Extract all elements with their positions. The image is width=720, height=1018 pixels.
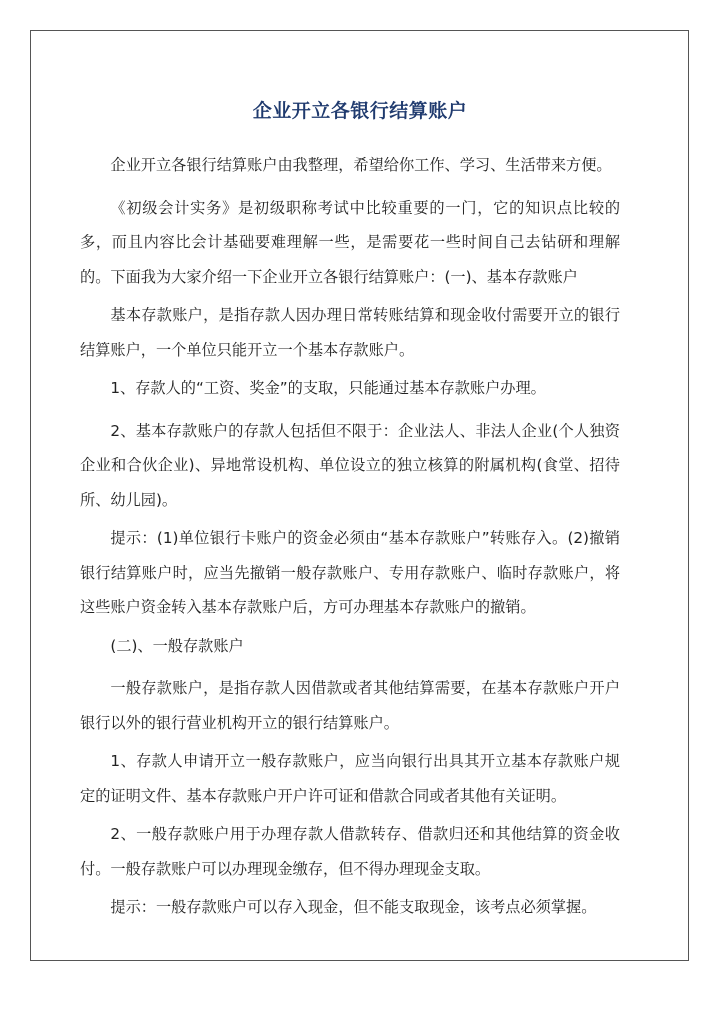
document-title: 企业开立各银行结算账户 [252, 100, 468, 122]
section-heading-general-account: (二)、一般存款账户 [110, 636, 244, 655]
paragraph-general-account-definition: 一般存款账户，是指存款人因借款或者其他结算需要，在基本存款账户开户银行以外的银行营业机构开立的银行结算账户。 [80, 679, 620, 732]
paragraph-basic-tip: 提示：(1)单位银行卡账户的资金必须由“基本存款账户”转账存入。(2)撤销银行结算账户时，应当先撤销一般存款账户、专用存款账户、临时存款账户，将这些账户资金转入基本存款账户后，方可办理基本存款账户的撤销。 [80, 529, 620, 616]
paragraph-overview: 《初级会计实务》是初级职称考试中比较重要的一门，它的知识点比较的多，而且内容比会计基础要难理解一些，是需要花一些时间自己去钻研和理解的。下面我为大家介绍一下企业开立各银行结算账户：(一)、基本存款账户 [80, 198, 620, 286]
paragraph-general-point-2: 2、一般存款账户用于办理存款人借款转存、借款归还和其他结算的资金收付。一般存款账户可以办理现金缴存，但不得办理现金支取。 [80, 825, 620, 878]
paragraph-general-tip: 提示：一般存款账户可以存入现金，但不能支取现金，该考点必须掌握。 [110, 898, 597, 916]
paragraph-basic-point-2: 2、基本存款账户的存款人包括但不限于：企业法人、非法人企业(个人独资企业和合伙企业)、异地常设机构、单位设立的独立核算的附属机构(食堂、招待所、幼儿园)。 [80, 421, 620, 509]
paragraph-general-point-1: 1、存款人申请开立一般存款账户，应当向银行出具其开立基本存款账户规定的证明文件、基本存款账户开户许可证和借款合同或者其他有关证明。 [80, 752, 620, 805]
paragraph-basic-account-definition: 基本存款账户，是指存款人因办理日常转账结算和现金收付需要开立的银行结算账户，一个单位只能开立一个基本存款账户。 [80, 306, 620, 359]
paragraph-basic-point-1: 1、存款人的“工资、奖金”的支取，只能通过基本存款账户办理。 [110, 379, 546, 397]
paragraph-intro: 企业开立各银行结算账户由我整理，希望给你工作、学习、生活带来方便。 [110, 156, 612, 174]
document-body [80, 148, 620, 929]
